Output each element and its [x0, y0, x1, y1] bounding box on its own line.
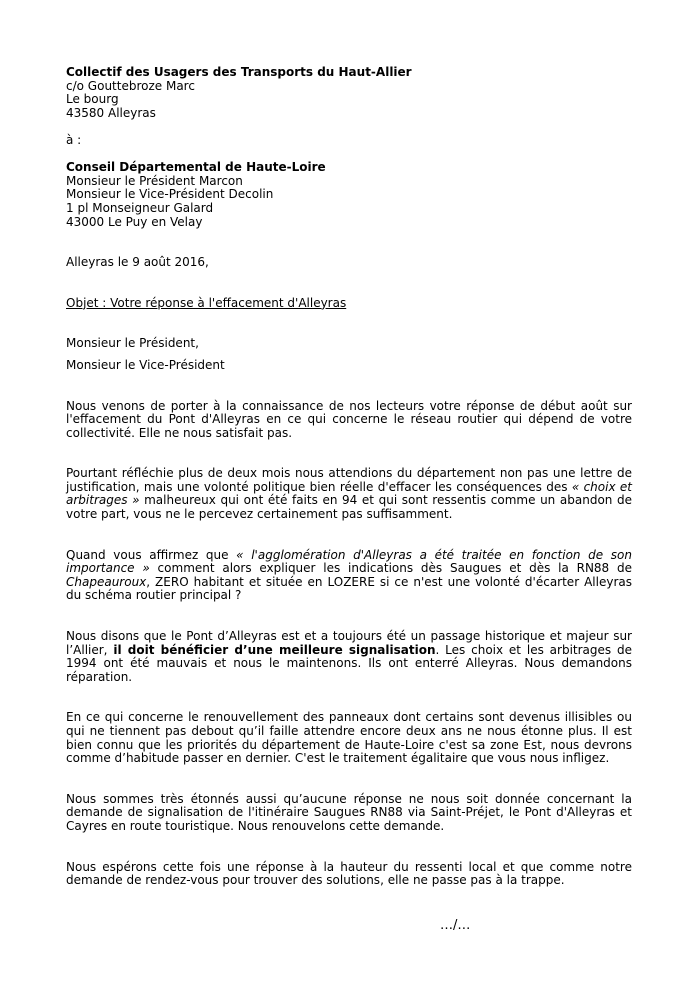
paragraph-3-place: Chapeauroux	[66, 574, 147, 589]
paragraph-4	[66, 630, 632, 684]
continuation-mark: …/…	[440, 918, 471, 933]
subject-line: Objet : Votre réponse à l'effacement d'Alleyras	[66, 295, 347, 310]
paragraph-7-text: Nous espérons cette fois une réponse à la hauteur du ressenti local et que comme notre demande de rendez-vous pour trouver des solutions, elle ne passe pas à la trappe.	[66, 859, 632, 888]
sender-street: Le bourg	[66, 92, 119, 107]
sender-block	[66, 66, 632, 120]
paragraph-3-text-c: comment alors expliquer les indications dès Saugues et dès la RN88 de	[149, 561, 632, 576]
paragraph-6	[66, 793, 632, 834]
salutation-president: Monsieur le Président,	[66, 336, 199, 351]
paragraph-4-text-c: . Les choix et les arbitrages de 1994 ont été mauvais et nous le maintenons. Ils ont enterré Alleyras. Nous demandons réparation.	[66, 642, 632, 684]
recipient-name: Conseil Départemental de Haute-Loire	[66, 160, 326, 175]
paragraph-5-text: En ce qui concerne le renouvellement des panneaux dont certains sont devenus illisibles ou qui ne tiennent pas debout qu’il faille attendre encore deux ans ne nous étonne plus. Il est bien connu que les priorités du département de Haute-Loire c'est sa zone Est, nous devrons comme d’habitude passer en dernier. C'est le traitement égalitaire que vous nous infligez.	[66, 710, 632, 766]
date-line: Alleyras le 9 août 2016,	[66, 255, 209, 270]
paragraph-4-text-a: Nous disons que le Pont d’Alleyras est et a toujours été un passage historique et majeur sur l’Allier,	[66, 629, 632, 657]
paragraph-2-quote: « choix et arbitrages »	[66, 479, 632, 508]
paragraph-2-text-a: Pourtant réfléchie plus de deux mois nous attendions du département non pas une lettre de justification, mais une volonté politique bien réelle d'effacer les conséquences des	[66, 466, 632, 494]
paragraph-5	[66, 711, 632, 765]
paragraph-1-text: Nous venons de porter à la connaissance de nos lecteurs votre réponse de début août sur l'effacement du Pont d'Alleyras en ce qui concerne le réseau routier qui dépend de votre collectivité. Elle ne nous satisfait pas.	[66, 398, 632, 440]
paragraph-2	[66, 467, 632, 521]
recipient-block	[66, 161, 632, 229]
paragraph-7	[66, 861, 632, 888]
sender-name: Collectif des Usagers des Transports du Haut-Allier	[66, 65, 412, 79]
paragraph-6-text: Nous sommes très étonnés aussi qu’aucune réponse ne nous soit donnée concernant la demande de signalisation de l'itinéraire Saugues RN88 via Saint-Préjet, le Pont d'Alleyras et Cayres en route touristique. Nous renouvelons cette demande.	[66, 791, 632, 833]
paragraph-3-text-e: , ZERO habitant et située en LOZERE si ce n'est une volonté d'écarter Alleyras du schéma routier principal ?	[66, 574, 632, 603]
paragraph-4-emphasis: il doit bénéficier d’une meilleure signalisation	[113, 642, 436, 657]
recipient-city: 43000 Le Puy en Velay	[66, 214, 203, 229]
recipient-line1: Monsieur le Président Marcon	[66, 173, 243, 188]
recipient-street: 1 pl Monseigneur Galard	[66, 200, 214, 215]
sender-city: 43580 Alleyras	[66, 105, 156, 120]
paragraph-3	[66, 549, 632, 603]
paragraph-3-quote: « l'agglomération d'Alleyras a été traitée en fonction de son importance »	[66, 547, 633, 576]
recipient-line2: Monsieur le Vice-Président Decolin	[66, 187, 274, 202]
paragraph-1	[66, 400, 632, 441]
paragraph-3-text-a: Quand vous affirmez que	[66, 547, 237, 562]
sender-care-of: c/o Gouttebroze Marc	[66, 78, 195, 93]
letter-page	[66, 66, 632, 888]
salutation-vice-president: Monsieur le Vice-Président	[66, 357, 225, 372]
to-label: à :	[66, 132, 82, 147]
paragraph-2-text-c: malheureux qui ont été faits en 94 et qui sont ressentis comme un abandon de votre part, vous ne le percevez certainement pas suffisamment.	[66, 493, 632, 522]
